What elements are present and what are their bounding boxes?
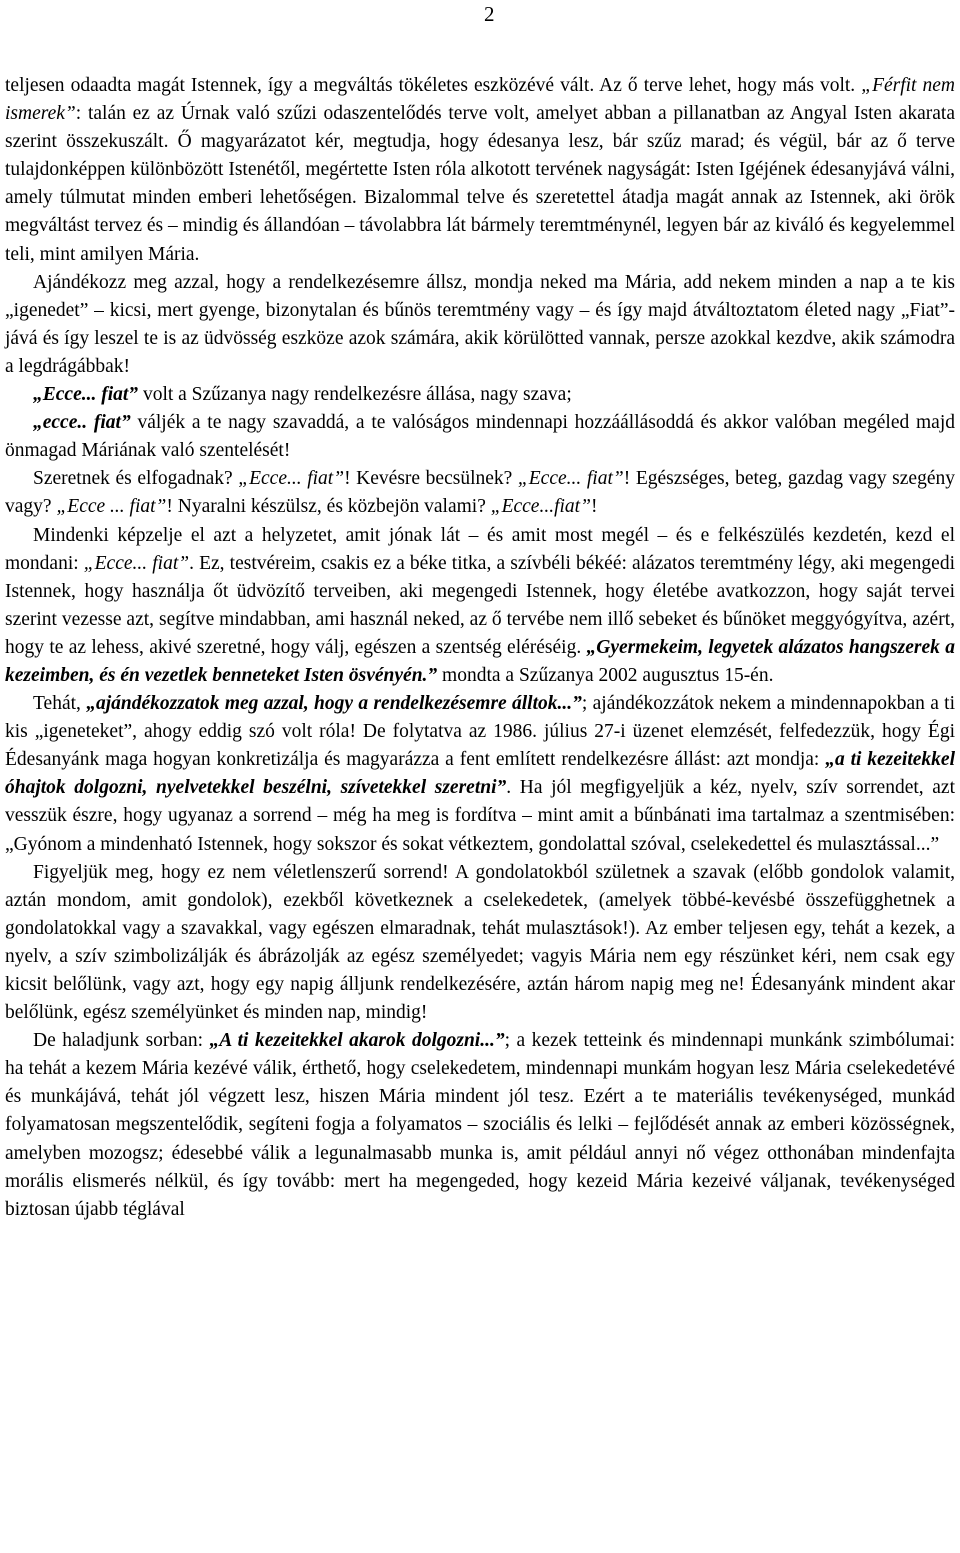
paragraph-6 [5,522,955,691]
quote-ecce-fiat-2: „Ecce... fiat” [517,468,624,490]
paragraph-5-text-2: ! Kevésre becsülnek? [344,468,518,490]
quote-a-ti-kezeitekkel: „A ti kezeitekkel akarok dolgozni...” [209,1030,505,1052]
paragraph-6-text-1: Mindenki képzelje el azt a helyzetet, amit jónak lát – és amit most megél – és e felkészülés kezdetén, kezd el mondani: [5,524,955,574]
paragraph-7-text-3: . Ha jól megfigyeljük a kéz, nyelv, szív sorrendet, azt vesszük észre, hogy ugyanaz a sorrend – még ha meg is fordítva – mint amit a bűnbánati ima tartalmaz a szentmisében: „Gyónom a mindenható Istennek, hogy sokszor és sokat vétkeztem, gondolattal szóval, cselekedettel és mulasztással...” [5,777,955,855]
quote-ecce-fiat-3: „Ecce ... fiat” [56,496,167,518]
paragraph-9 [5,1027,955,1224]
paragraph-7-text-2: ; ajándékozzátok nekem a mindennapokban a ti kis „igeneteket”, ahogy eddig szó volt róla! De folytatva az 1986. július 27-i üzenet elemzését, felfedezzük, hogy Égi Édesanyánk maga hogyan konkretizálja és magyarázza a fent említett rendelkezésre állást: azt mondja: [5,693,956,771]
paragraph-5-text-3: ! Egészséges, beteg, gazdag vagy szegény vagy? [5,468,955,518]
quote-ecce-fiat-1: „Ecce... fiat” [238,468,345,490]
quote-ecce-fiat-4: „Ecce...fiat” [490,496,591,518]
quote-gyermekeim: „Gyermekeim, legyetek alázatos hangszerek a kezeimben, és én vezetlek benneteket Isten ösvényén.” [5,636,955,686]
paragraph-3-text: volt a Szűzanya nagy rendelkezésre állása, nagy szava; [138,384,572,406]
paragraph-7-text-1: Tehát, [33,693,87,715]
paragraph-5-text-5: ! [590,496,598,518]
paragraph-8: Figyeljük meg, hogy ez nem véletlenszerű sorrend! A gondolatokból születnek a szavak (előbb gondolok valamit, aztán mondom, amit gondolok), ezekből következnek a cselekedetek, (amelyek többé-kevésbé összefügghetnek a gondolatokkal vagy a szavakkal, vagy egészen elmaradnak, tehát mulasztások!). Az ember teljesen egy, tehát a kezek, a nyelv, a szív szimbolizálják és ábrázolják az egész személyedet; vagyis Mária nem egy részünket kéri, nem csak egy kicsit belőlünk, vagy azt, hogy egy napig álljunk rendelkezésére, aztán három napig meg ne! Édesanyánk mindent akar belőlünk, egész személyünket és minden nap, mindig! [5,861,955,1024]
quote-ferfit-nem-ismerek: „Férfit nem ismerek” [5,75,955,125]
paragraph-5 [5,465,955,521]
paragraph-9-text-2: ; a kezek tetteink és mindennapi munkánk szimbólumai: ha tehát a kezem Mária kezévé válik, érthető, hogy cselekedetem, mindennapi munkám hogyan lesz Mária cselekedetévé és munkájává, tehát jól végzett lesz, hiszen Mária mindent jól tesz. Ezért a te materiális tevékenységed, munkád folyamatosan megszentelődik, segíteni fogja a folyamatos – szociális és lelki – fejlődését annak az emberi közösségnek, amelyben mozogsz; édesebbé válik a legunalmasabb munka is, amit például annyi nő végez otthonában mindenfajta morális elismerés nélkül, és így tovább: mert ha megengeded, hogy kezeid Mária kezeivé váljanak, tevékenységed biztosan újabb téglával [5,1030,955,1220]
paragraph-3 [5,381,955,409]
paragraph-2: Ajándékozz meg azzal, hogy a rendelkezésemre állsz, mondja neked ma Mária, add nekem minden a nap a te kis „igenedet” – kicsi, mert gyenge, bizonytalan és bűnös teremtmény vagy – és így majd átváltoztatom életed nagy „Fiat”-jává és így leszel te is az üdvösség eszköze azok számára, akik körülötted vannak, persze azokkal kezdve, akik számodra a legdrágábbak! [5,271,955,377]
paragraph-4-text: váljék a te nagy szavaddá, a te valóságos mindennapi hozzáállásoddá és akkor valóban megéled majd önmagad Máriának való szentelését! [5,412,955,462]
paragraph-9-text-1: De haladjunk sorban: [33,1030,210,1052]
paragraph-1-text-c: Bizalommal telve és szeretettel átadja magát annak az Istennek, aki örök megváltást tervez és – mindig és állandóan – távolabbra lát bármely teremtménynél, legyen bár az kiváló és kegyelemmel teli, mint amilyen Mária. [5,187,955,265]
paragraph-1-text-a: teljesen odaadta magát Istennek, így a megváltás tökéletes eszközévé vált. Az ő terve lehet, hogy más volt. [5,75,862,96]
emphasis-ecce-fiat: „Ecce... fiat” [33,384,139,406]
emphasis-ecce-fiat-2: „ecce.. fiat” [33,412,131,434]
quote-kezeitekkel: „a ti kezeitekkel óhajtok dolgozni, nyelvetekkel beszélni, szívetekkel szeretni” [5,749,955,799]
paragraph-5-text-1: Szeretnek és elfogadnak? [33,468,239,490]
document-body [5,72,955,1224]
paragraph-7 [5,690,955,859]
paragraph-6-text-3: mondta a Szűzanya 2002 augusztus 15-én. [437,664,774,686]
page-number: 2 [484,2,495,26]
paragraph-4 [5,409,955,465]
paragraph-1-text-b: : talán ez az Úrnak való szűzi odaszentelődés terve volt, amelyet abban a pillanatban az Angyal Isten akarata szerint összekuszált. Ő magyarázatot kér, megtudja, hogy édesanya lesz, bár szűz marad; és végül, bár az ő terve tulajdonképpen különbözött Istenétől, megértette Isten róla alkotott tervének nagyságát: Isten Igéjének édesanyjává válni, amely túlmutat minden emberi lehetőségen. [5,103,955,209]
paragraph-5-text-4: ! Nyaralni készülsz, és közbejön valami? [166,496,491,518]
quote-ecce-fiat-5: „Ecce... fiat” [83,552,190,574]
paragraph-6-text-2: . Ez, testvéreim, csakis ez a béke titka, a szívbéli békéé: alázatos teremtmény légy, aki megengedi Istennek, hogy használja őt üdvözítő terveiben, aki megengedi Istennek, hogy életébe avatkozzon, hogy saját tervei szerint vezesse azt, segítve mindabban, ami használ neked, az ő tervébe nem illő sebeket és bűnöket meggyógyítva, azért, hogy te az lehess, akivé szeretné, hogy válj, egészen a szentség eléréséig. [5,552,955,658]
quote-ajandekozzatok: „ajándékozzatok meg azzal, hogy a rendelkezésemre álltok...” [86,693,582,715]
paragraph-1 [5,72,955,269]
